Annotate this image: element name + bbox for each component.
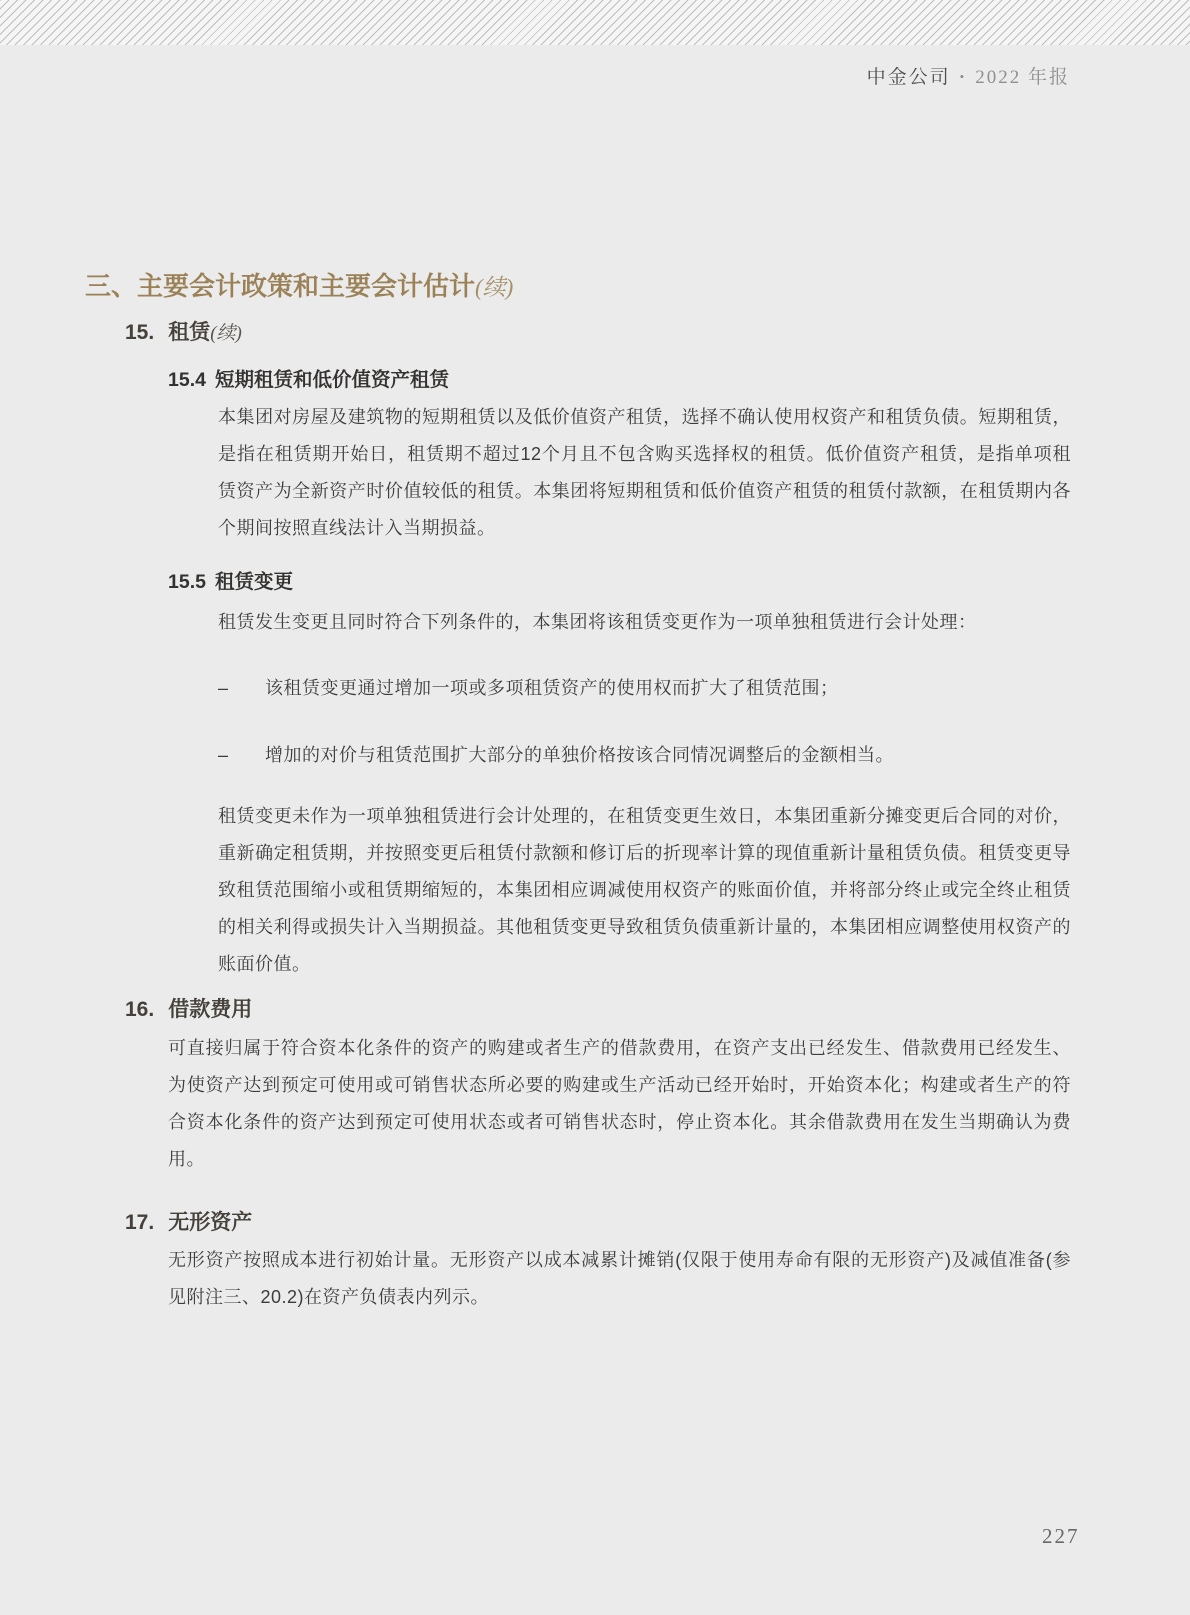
list-item-text: 增加的对价与租赁范围扩大部分的单独价格按该合同情况调整后的金额相当。: [265, 745, 894, 765]
subsection-15-5-number: 15.5: [168, 571, 206, 593]
section-16-paragraph: 可直接归属于符合资本化条件的资产的购建或者生产的借款费用，在资产支出已经发生、借款费用已经发生、为使资产达到预定可使用或可销售状态所必要的购建或生产活动已经开始时，开始资本化；构建或者生产的符合资本化条件的资产达到预定可使用状态或者可销售状态时，停止资本化。其余借款费用在发生当期确认为费用。: [168, 1038, 1071, 1169]
list-item: [218, 671, 1071, 705]
subsection-15-5-paragraph: 租赁变更未作为一项单独租赁进行会计处理的，在租赁变更生效日，本集团重新分摊变更后合同的对价，重新确定租赁期，并按照变更后租赁付款额和修订后的折现率计算的现值重新计量租赁负债。租赁变更导致租赁范围缩小或租赁期缩短的，本集团相应调减使用权资产的账面价值，并将部分终止或完全终止租赁的相关利得或损失计入当期损益。其他租赁变更导致租赁负债重新计量的，本集团相应调整使用权资产的账面价值。: [218, 806, 1071, 974]
subsection-15-5-title: 租赁变更: [214, 571, 293, 593]
section-15-heading: [125, 316, 242, 346]
company-name: 中金公司: [866, 67, 951, 88]
separator-dot-icon: •: [959, 69, 967, 84]
dash-bullet-marker: –: [218, 745, 229, 765]
section-16-heading: [125, 993, 252, 1023]
section-17-heading: [125, 1206, 252, 1236]
page-number: 227: [1042, 1524, 1080, 1548]
running-header: [867, 62, 1070, 89]
section-17-paragraph: 无形资产按照成本进行初始计量。无形资产以成本减累计摊销(仅限于使用寿命有限的无形资产)及减值准备(参见附注三、20.2)在资产负债表内列示。: [168, 1250, 1071, 1307]
list-item: [218, 738, 1071, 772]
section-15-continued-mark: (续): [210, 323, 242, 344]
section-16-title: 借款费用: [168, 998, 253, 1021]
subsection-15-5-heading: [168, 566, 293, 594]
report-year: 2022 年报: [975, 67, 1070, 88]
section-17-title: 无形资产: [168, 1211, 253, 1234]
subsection-15-4-title: 短期租赁和低价值资产租赁: [214, 369, 449, 391]
main-title-text: 三、主要会计政策和主要会计估计: [85, 271, 476, 301]
decorative-hatch-band: [0, 0, 1190, 45]
subsection-15-4-number: 15.4: [168, 369, 206, 391]
main-title: [85, 266, 513, 303]
subsection-15-4-heading: [168, 364, 449, 392]
section-15-title: 租赁: [168, 321, 211, 344]
subsection-15-5-intro-paragraph: 租赁发生变更且同时符合下列条件的，本集团将该租赁变更作为一项单独租赁进行会计处理：: [218, 612, 977, 632]
section-17-number: 17.: [125, 1211, 155, 1234]
subsection-15-4-paragraph: 本集团对房屋及建筑物的短期租赁以及低价值资产租赁，选择不确认使用权资产和租赁负债。短期租赁，是指在租赁期开始日，租赁期不超过12个月且不包含购买选择权的租赁。低价值资产租赁，是指单项租赁资产为全新资产时价值较低的租赁。本集团将短期租赁和低价值资产租赁的租赁付款额，在租赁期内各个期间按照直线法计入当期损益。: [218, 407, 1071, 538]
section-16-number: 16.: [125, 998, 155, 1021]
main-title-continued-mark: (续): [475, 275, 514, 300]
list-item-text: 该租赁变更通过增加一项或多项租赁资产的使用权而扩大了租赁范围；: [265, 678, 839, 698]
section-15-number: 15.: [125, 321, 155, 344]
dash-bullet-marker: –: [218, 678, 229, 698]
